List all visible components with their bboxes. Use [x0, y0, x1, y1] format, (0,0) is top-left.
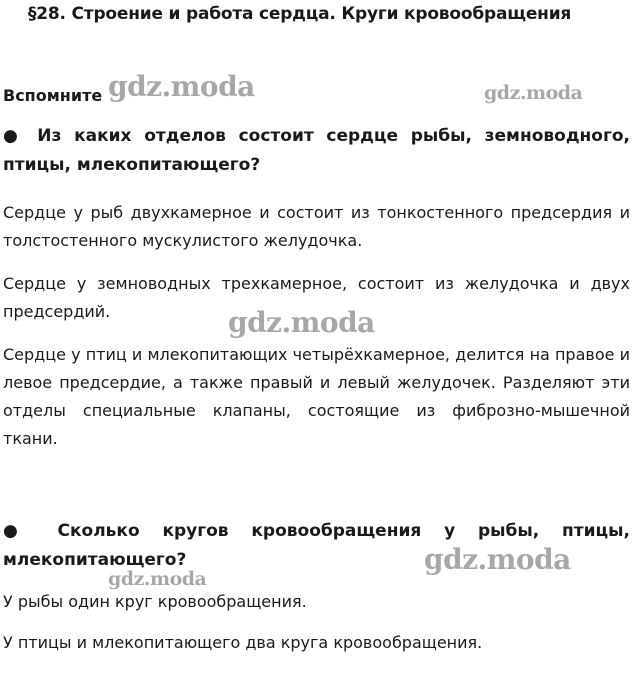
- watermark-logo: gdz.moda: [484, 82, 583, 104]
- answer-amphibian-heart: Сердце у земноводных трехкамерное, состоит из желудочка и двух предсердий.: [3, 274, 630, 321]
- question-heart-chambers: ● Из каких отделов состоит сердце рыбы, земноводного, птицы, млекопитающего?: [3, 126, 630, 175]
- watermark-logo: gdz.moda: [228, 306, 375, 339]
- answer-fish-heart: Сердце у рыб двухкамерное и состоит из тонкостенного предсердия и толстостенного мускулистого желудочка.: [3, 203, 630, 250]
- watermark-logo: gdz.moda: [108, 568, 207, 590]
- answer-bird-mammal-heart: Сердце у птиц и млекопитающих четырёхкамерное, делится на правое и левое предсердие, а также правый и левый желудочек. Разделяют эти отделы специальные клапаны, состоящие из фиброзно-мышечной ткани.: [3, 345, 630, 448]
- answer-fish-circulation: У рыбы один круг кровообращения.: [3, 592, 307, 611]
- recall-heading: Вспомните: [3, 86, 103, 105]
- page-title: §28. Строение и работа сердца. Круги кровообращения: [28, 4, 572, 24]
- watermark-logo: gdz.moda: [108, 70, 255, 103]
- question-circulation-circles: ● Сколько кругов кровообращения у рыбы, птицы, млекопитающего?: [3, 521, 630, 570]
- watermark-logo: gdz.moda: [424, 543, 571, 576]
- answer-bird-mammal-circulation: У птицы и млекопитающего два круга кровообращения.: [3, 633, 483, 652]
